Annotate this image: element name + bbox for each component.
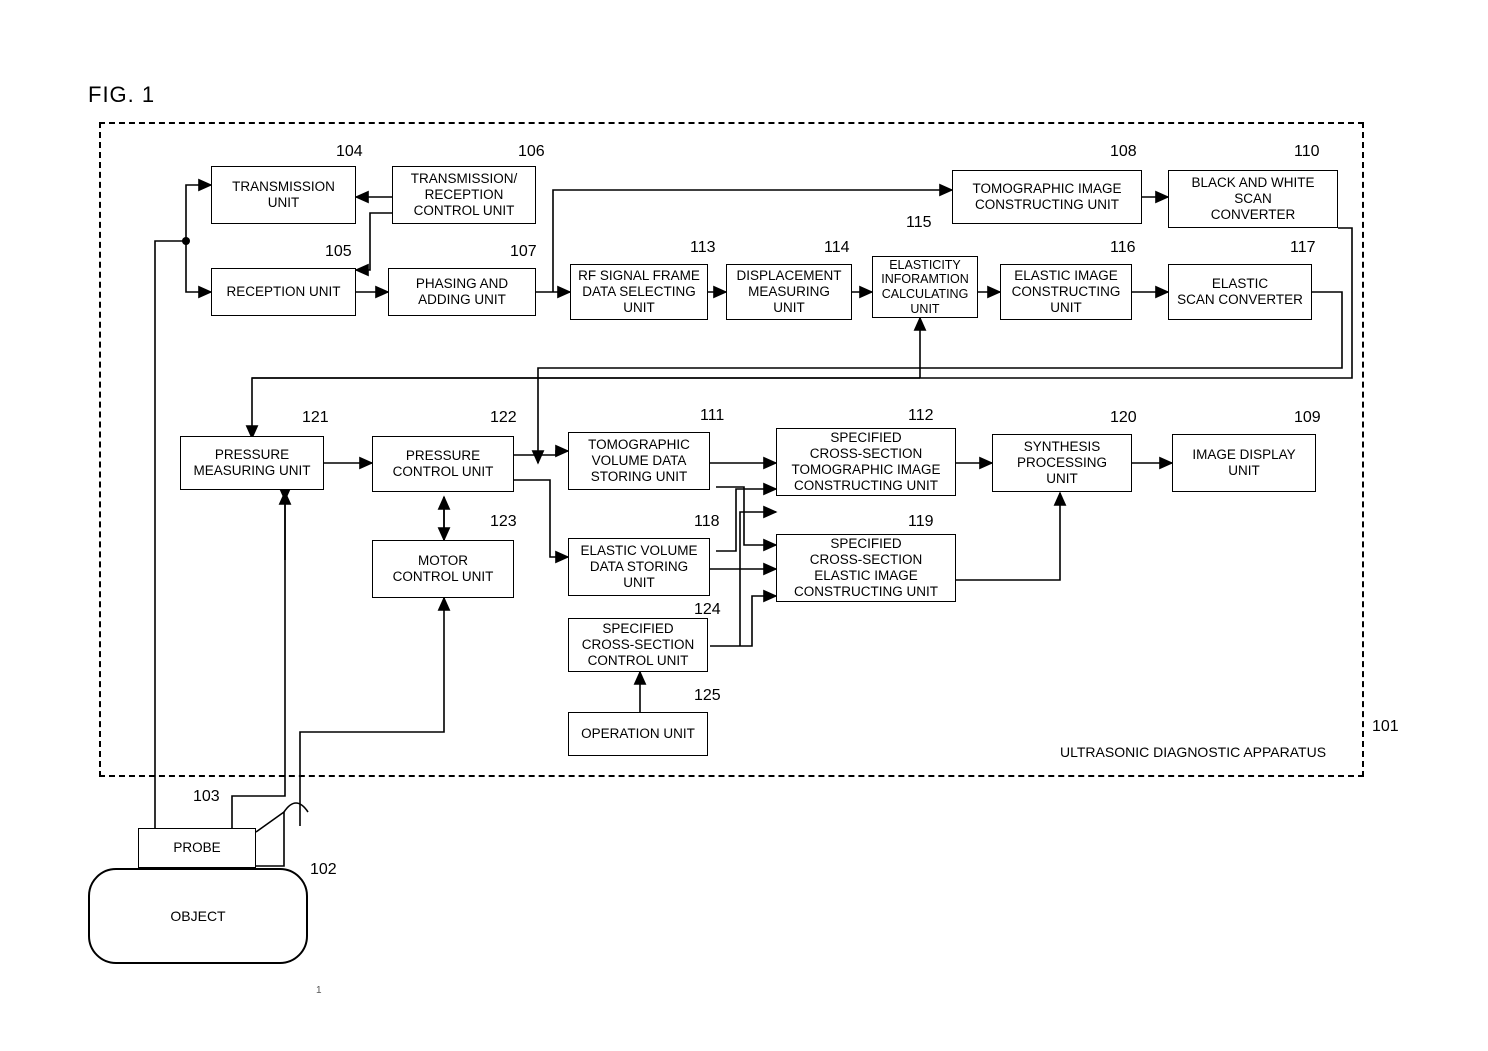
object-body xyxy=(88,868,308,964)
ref-124: 124 xyxy=(694,601,721,618)
ref-113: 113 xyxy=(690,239,716,256)
ref-111: 111 xyxy=(700,407,725,424)
ref-125: 125 xyxy=(694,687,721,704)
ref-110: 110 xyxy=(1294,143,1320,160)
block-label: ELASTIC IMAGE CONSTRUCTING UNIT xyxy=(1011,268,1121,315)
block-label: PRESSURE MEASURING UNIT xyxy=(193,447,311,478)
block-label: RECEPTION UNIT xyxy=(226,284,341,300)
ref-112: 112 xyxy=(908,407,934,424)
block-label: PRESSURE CONTROL UNIT xyxy=(392,448,494,479)
block-transmission-unit[interactable] xyxy=(211,166,356,224)
block-label: BLACK AND WHITE SCAN CONVERTER xyxy=(1191,175,1315,222)
ref-102: 102 xyxy=(310,861,337,878)
block-elastic-volume-data-storing-unit[interactable] xyxy=(568,538,710,596)
block-label: MOTOR CONTROL UNIT xyxy=(392,553,494,584)
block-label: SPECIFIED CROSS-SECTION TOMOGRAPHIC IMAGE CONSTRUCTING UNIT xyxy=(791,430,941,493)
block-probe[interactable] xyxy=(138,828,256,868)
block-displacement-measuring-unit[interactable] xyxy=(726,264,852,320)
block-label: SYNTHESIS PROCESSING UNIT xyxy=(1016,439,1108,486)
ref-108: 108 xyxy=(1110,143,1137,160)
block-reception-unit[interactable] xyxy=(211,268,356,316)
block-label: SPECIFIED CROSS-SECTION ELASTIC IMAGE CONSTRUCTING UNIT xyxy=(794,536,938,599)
ref-103: 103 xyxy=(193,788,220,805)
block-specified-cross-section-elastic-image-constructing-unit[interactable] xyxy=(776,534,956,602)
ref-101: 101 xyxy=(1372,718,1399,735)
block-synthesis-processing-unit[interactable] xyxy=(992,434,1132,492)
block-elastic-scan-converter[interactable] xyxy=(1168,264,1312,320)
block-elasticity-information-calculating-unit[interactable] xyxy=(872,256,978,318)
block-label: TRANSMISSION/ RECEPTION CONTROL UNIT xyxy=(410,171,518,218)
block-operation-unit[interactable] xyxy=(568,712,708,756)
block-label: PROBE xyxy=(173,840,221,856)
block-label: OPERATION UNIT xyxy=(581,726,695,742)
block-tomographic-volume-data-storing-unit[interactable] xyxy=(568,432,710,490)
block-label: PHASING AND ADDING UNIT xyxy=(415,276,509,307)
block-phasing-and-adding-unit[interactable] xyxy=(388,268,536,316)
block-transmission-reception-control-unit[interactable] xyxy=(392,166,536,224)
ref-109: 109 xyxy=(1294,409,1321,426)
block-image-display-unit[interactable] xyxy=(1172,434,1316,492)
block-rf-signal-frame-data-selecting-unit[interactable] xyxy=(570,264,708,320)
ref-122: 122 xyxy=(490,409,517,426)
ref-120: 120 xyxy=(1110,409,1137,426)
block-black-and-white-scan-converter[interactable] xyxy=(1168,170,1338,228)
block-pressure-measuring-unit[interactable] xyxy=(180,436,324,490)
ref-115: 115 xyxy=(906,214,932,231)
ref-123: 123 xyxy=(490,513,517,530)
ref-107: 107 xyxy=(510,243,537,260)
block-label: TRANSMISSION UNIT xyxy=(232,179,335,210)
apparatus-label: ULTRASONIC DIAGNOSTIC APPARATUS xyxy=(1060,744,1327,760)
block-specified-cross-section-tomographic-image-constructing-unit[interactable] xyxy=(776,428,956,496)
block-motor-control-unit[interactable] xyxy=(372,540,514,598)
ref-117: 117 xyxy=(1290,239,1316,256)
ref-104: 104 xyxy=(336,143,363,160)
block-label: ELASTIC SCAN CONVERTER xyxy=(1177,276,1303,307)
block-label: TOMOGRAPHIC IMAGE CONSTRUCTING UNIT xyxy=(972,181,1122,212)
block-label: IMAGE DISPLAY UNIT xyxy=(1192,447,1296,478)
ref-114: 114 xyxy=(824,239,850,256)
object-label: OBJECT xyxy=(170,908,226,924)
block-label: SPECIFIED CROSS-SECTION CONTROL UNIT xyxy=(581,621,695,668)
ref-106: 106 xyxy=(518,143,545,160)
block-label: ELASTIC VOLUME DATA STORING UNIT xyxy=(580,543,698,590)
page-marker: 1 xyxy=(316,985,322,996)
block-pressure-control-unit[interactable] xyxy=(372,436,514,492)
block-elastic-image-constructing-unit[interactable] xyxy=(1000,264,1132,320)
ref-118: 118 xyxy=(694,513,720,530)
ref-121: 121 xyxy=(302,409,329,426)
ref-116: 116 xyxy=(1110,239,1136,256)
ref-105: 105 xyxy=(325,243,352,260)
block-label: ELASTICITY INFORAMTION CALCULATING UNIT xyxy=(881,257,969,316)
block-label: RF SIGNAL FRAME DATA SELECTING UNIT xyxy=(578,268,700,315)
block-tomographic-image-constructing-unit[interactable] xyxy=(952,170,1142,224)
block-label: TOMOGRAPHIC VOLUME DATA STORING UNIT xyxy=(588,437,690,484)
ref-119: 119 xyxy=(908,513,934,530)
block-specified-cross-section-control-unit[interactable] xyxy=(568,618,708,672)
block-label: DISPLACEMENT MEASURING UNIT xyxy=(736,268,842,315)
figure-title: FIG. 1 xyxy=(88,82,156,107)
